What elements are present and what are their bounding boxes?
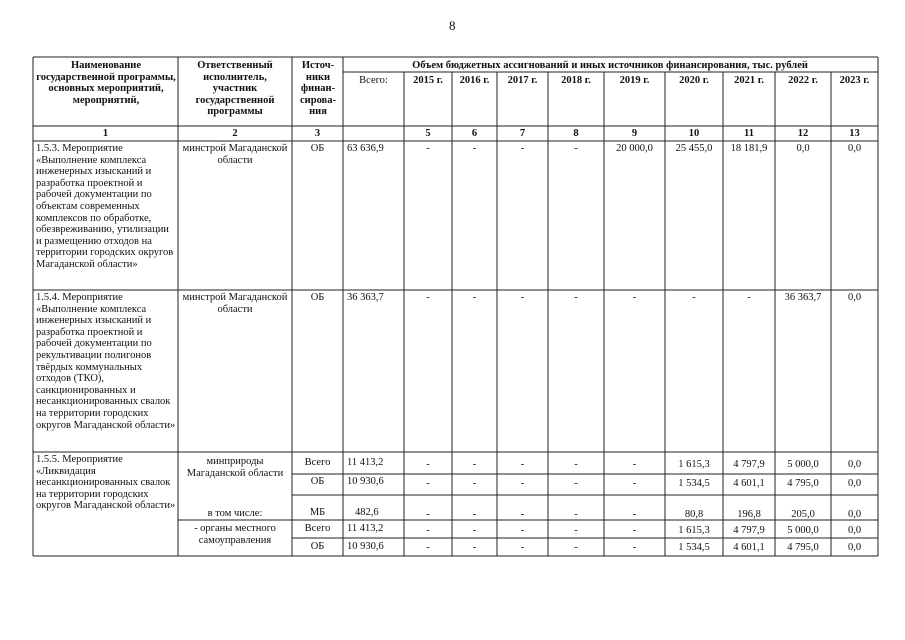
amount-cell: 4 797,9	[733, 459, 765, 470]
header-year: 2015 г.	[413, 75, 443, 86]
funding-source: Всего	[304, 457, 331, 468]
amount-cell: -	[520, 542, 525, 553]
amount-cell: 1 534,5	[678, 478, 710, 489]
header-group: Объем бюджетных ассигнований и иных источников финансирования, тыс. рублей	[412, 60, 808, 71]
amount-cell: -	[472, 478, 477, 489]
amount-cell: 5 000,0	[787, 459, 819, 470]
amount-cell: -	[472, 292, 477, 303]
column-number: 10	[688, 128, 700, 139]
measure-name: 1.5.4. Мероприятие «Выполнение комплекса инженерных изысканий и разработка проектной и рабочей документации по рекультивации полигонов твёрдых коммунальных отходов (ТКО), санкционированных и несанкционированных свалок на территории городских округов Магаданской области»	[36, 292, 176, 431]
amount-cell: -	[426, 459, 430, 470]
amount-cell: -	[632, 542, 637, 553]
amount-cell: -	[520, 292, 525, 303]
amount-cell: -	[520, 478, 525, 489]
funding-source: ОБ	[310, 476, 325, 487]
amount-cell: 18 181,9	[730, 143, 768, 154]
amount-total: 11 413,2	[347, 457, 384, 468]
funding-source: Всего	[304, 523, 331, 534]
amount-cell: -	[692, 292, 696, 303]
amount-cell: -	[574, 292, 578, 303]
sub-executor: - органы местного самоуправления	[194, 523, 276, 546]
amount-cell: 1 615,3	[678, 459, 710, 470]
amount-cell: -	[472, 143, 477, 154]
column-number: 7	[519, 128, 526, 139]
amount-total: 63 636,9	[347, 143, 384, 154]
header-year: 2018 г.	[561, 75, 591, 86]
funding-source: ОБ	[310, 143, 325, 154]
amount-cell: -	[426, 509, 430, 520]
amount-cell: 196,8	[737, 509, 761, 520]
in-total-label: в том числе:	[207, 508, 263, 519]
amount-cell: -	[472, 542, 477, 553]
header-year: 2022 г.	[788, 75, 818, 86]
header-year: 2017 г.	[507, 75, 538, 86]
amount-cell: -	[574, 478, 578, 489]
header-year: 2016 г.	[459, 75, 490, 86]
amount-cell: 0,0	[847, 509, 862, 520]
amount-cell: 1 615,3	[678, 525, 710, 536]
amount-cell: -	[632, 478, 637, 489]
column-number: 2	[232, 128, 238, 139]
amount-cell: -	[520, 509, 525, 520]
executor: минприроды Магаданской области	[186, 456, 284, 479]
amount-cell: -	[426, 542, 430, 553]
header-year: 2020 г.	[679, 75, 709, 86]
measure-name: 1.5.3. Мероприятие «Выполнение комплекса инженерных изысканий и разработка проектной и рабочей документации по объектам современных комплексов по обработке, обезвреживанию, утилизации и размещению отходов на территории городских округов Магаданской области»	[36, 143, 174, 270]
amount-cell: 25 455,0	[675, 143, 713, 154]
amount-cell: -	[472, 509, 477, 520]
amount-cell: -	[520, 459, 525, 470]
page-number: 8	[449, 18, 456, 33]
column-number: 13	[849, 128, 860, 139]
amount-cell: -	[520, 525, 525, 536]
amount-cell: 4 795,0	[787, 542, 819, 553]
amount-cell: -	[426, 292, 430, 303]
amount-cell: -	[632, 459, 637, 470]
column-number: 8	[573, 128, 579, 139]
amount-cell: -	[426, 478, 430, 489]
amount-cell: -	[574, 509, 578, 520]
funding-source: ОБ	[310, 541, 325, 552]
column-number: 9	[631, 128, 638, 139]
amount-cell: 4 797,9	[733, 525, 765, 536]
measure-name: 1.5.5. Мероприятие «Ликвидация несанкционированных свалок на территории городских округов Магаданской области»	[36, 454, 176, 512]
amount-cell: 0,0	[847, 542, 862, 553]
header-source: Источ-ники финан-сирова-ния	[300, 60, 336, 118]
amount-cell: 36 363,7	[784, 292, 822, 303]
amount-total: 36 363,7	[347, 292, 384, 303]
amount-total: 10 930,6	[347, 541, 384, 552]
header-year: 2019 г.	[619, 75, 650, 86]
header-total: Всего:	[359, 75, 388, 86]
amount-cell: -	[632, 509, 637, 520]
column-number: 6	[471, 128, 478, 139]
amount-cell: 0,0	[847, 478, 862, 489]
amount-cell: -	[574, 143, 578, 154]
amount-cell: -	[632, 525, 637, 536]
header-name: Наименование государственной программы, основных мероприятий, мероприятий,	[36, 60, 176, 106]
amount-cell: 0,0	[796, 143, 810, 154]
column-number: 11	[744, 128, 754, 139]
column-number: 5	[425, 128, 431, 139]
amount-cell: 20 000,0	[616, 143, 653, 154]
amount-cell: 0,0	[847, 143, 862, 154]
amount-cell: 4 795,0	[787, 478, 819, 489]
amount-cell: -	[426, 143, 430, 154]
amount-cell: 205,0	[791, 509, 815, 520]
amount-cell: -	[472, 525, 477, 536]
funding-source: МБ	[309, 507, 326, 518]
funding-source: ОБ	[310, 292, 325, 303]
amount-cell: -	[574, 525, 578, 536]
amount-cell: 4 601,1	[733, 542, 765, 553]
amount-cell: 0,0	[847, 525, 862, 536]
amount-cell: 0,0	[847, 292, 862, 303]
header-executor: Ответственный исполнитель, участник государственной программы	[195, 60, 275, 118]
executor: минстрой Магаданской области	[182, 292, 288, 315]
amount-total: 482,6	[355, 507, 379, 518]
amount-cell: 4 601,1	[733, 478, 765, 489]
header-year: 2021 г.	[734, 75, 764, 86]
amount-cell: -	[747, 292, 751, 303]
amount-total: 10 930,6	[347, 476, 384, 487]
amount-cell: 0,0	[847, 459, 862, 470]
amount-cell: -	[472, 459, 477, 470]
executor: минстрой Магаданской области	[182, 143, 288, 166]
amount-cell: 1 534,5	[678, 542, 710, 553]
amount-cell: -	[574, 459, 578, 470]
amount-cell: 80,8	[684, 509, 704, 520]
column-number: 3	[314, 128, 321, 139]
amount-cell: -	[574, 542, 578, 553]
header-year: 2023 г.	[839, 75, 870, 86]
column-number: 1	[102, 128, 109, 139]
amount-cell: -	[520, 143, 525, 154]
amount-cell: -	[632, 292, 637, 303]
amount-total: 11 413,2	[347, 523, 384, 534]
amount-cell: -	[426, 525, 430, 536]
column-number: 12	[797, 128, 809, 139]
amount-cell: 5 000,0	[787, 525, 819, 536]
